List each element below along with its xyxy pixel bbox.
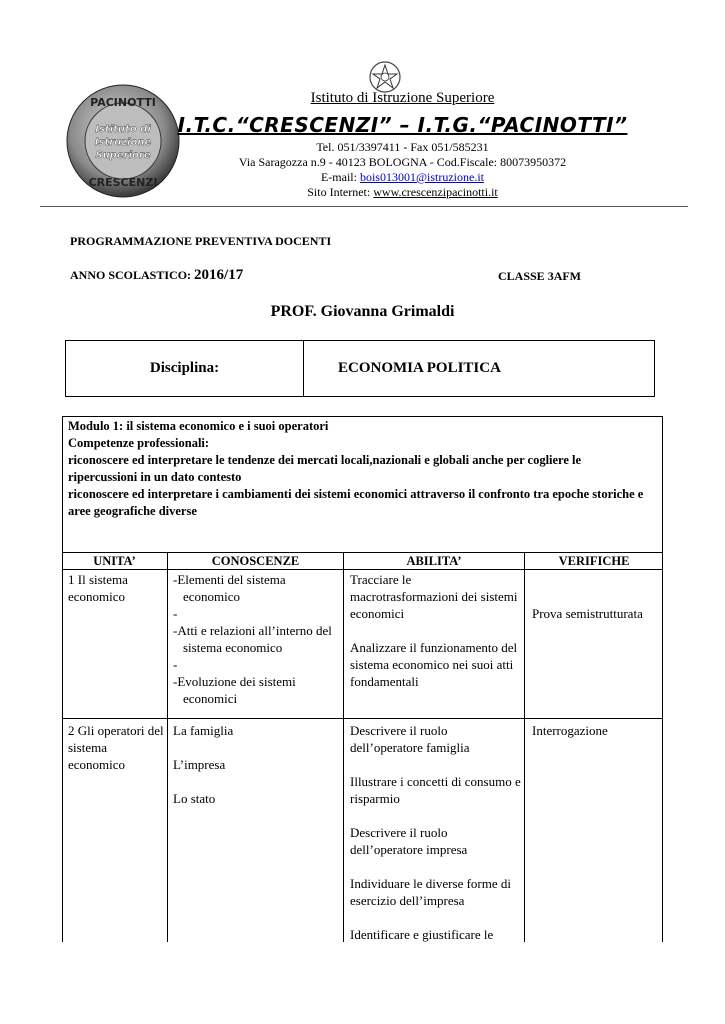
site-label: Sito Internet:	[307, 185, 374, 199]
class-label: CLASSE 3AFM	[498, 269, 582, 283]
row1-verifiche: Prova semistrutturata	[532, 606, 643, 621]
list-item: Lo stato	[173, 791, 216, 806]
header-abilita: ABILITA’	[406, 554, 462, 568]
school-year-label: ANNO SCOLASTICO:	[70, 268, 195, 282]
list-item: -	[173, 657, 178, 672]
module-title: Modulo 1: il sistema economico e i suoi operatori	[68, 419, 329, 433]
competence-1: riconoscere ed interpretare le tendenze dei mercati locali,nazionali e globali anche per cogliere le ripercussioni in un dato contesto	[68, 453, 582, 484]
row2-verifiche: Interrogazione	[532, 723, 608, 738]
column-divider	[343, 552, 344, 942]
institute-address: Via Saragozza n.9 - 40123 BOLOGNA - Cod.Fiscale: 80073950372	[238, 155, 567, 169]
competences-label: Competenze professionali:	[68, 436, 210, 450]
institute-email-line	[0, 170, 725, 185]
row2-unita: 2 Gli operatori del sistema economico	[68, 723, 164, 772]
teacher-name: PROF. Giovanna Grimaldi	[270, 303, 455, 320]
school-year	[70, 267, 243, 284]
row-divider	[62, 718, 663, 719]
institute-name: I.T.C.“CRESCENZI” – I.T.G.“PACINOTTI”	[177, 113, 628, 137]
row2-abilita	[350, 722, 522, 943]
list-item: -Evoluzione dei sistemi economici	[173, 674, 296, 706]
school-year-value: 2016/17	[194, 267, 244, 283]
list-item: -	[173, 606, 178, 621]
subject-box	[65, 340, 655, 397]
column-divider	[524, 552, 525, 942]
list-item: Individuare le diverse forme di esercizio dell’impresa	[350, 876, 511, 908]
svg-text:PACINOTTI: PACINOTTI	[90, 96, 156, 109]
institute-site-line	[0, 185, 725, 200]
competence-2: riconoscere ed interpretare i cambiamenti dei sistemi economici attraverso il confronto tra epoche storiche e aree geografiche diverse	[68, 487, 644, 518]
institute-subtitle: Istituto di Istruzione Superiore	[310, 90, 495, 106]
list-item: Illustrare i concetti di consumo e risparmio	[350, 774, 521, 806]
list-item: -Elementi del sistema economico	[173, 572, 286, 604]
row1-conoscenze	[173, 571, 337, 707]
svg-text:CRESCENZI: CRESCENZI	[88, 176, 158, 189]
row1-unita: 1 Il sistema economico	[68, 572, 128, 604]
svg-text:Istruzione: Istruzione	[94, 137, 152, 148]
column-divider	[167, 552, 168, 942]
svg-text:Istituto di: Istituto di	[95, 124, 151, 135]
republic-emblem-icon	[368, 60, 402, 94]
subject-value: ECONOMIA POLITICA	[338, 360, 501, 376]
email-label: E-mail:	[320, 170, 360, 184]
list-item: Analizzare il funzionamento del sistema economico nei suoi atti fondamentali	[350, 640, 518, 689]
list-item: Identificare e giustificare le	[350, 927, 494, 942]
header-verifiche: VERIFICHE	[558, 554, 630, 568]
institute-phone: Tel. 051/3397411 - Fax 051/585231	[316, 140, 489, 154]
list-item: Descrivere il ruolo dell’operatore impresa	[350, 825, 468, 857]
subject-label: Disciplina:	[66, 341, 304, 396]
list-item: Descrivere il ruolo dell’operatore famiglia	[350, 723, 470, 755]
site-link[interactable]: www.crescenzipacinotti.it	[373, 185, 498, 199]
list-item: L’impresa	[173, 757, 226, 772]
module-description	[68, 418, 653, 520]
svg-text:Superiore: Superiore	[95, 150, 151, 161]
row1-abilita	[350, 571, 520, 690]
header-divider	[40, 206, 688, 207]
list-item: -Atti e relazioni all’interno del sistema economico	[173, 623, 332, 655]
document-type: PROGRAMMAZIONE PREVENTIVA DOCENTI	[70, 234, 332, 248]
header-conoscenze: CONOSCENZE	[211, 554, 300, 568]
list-item: La famiglia	[173, 723, 234, 738]
email-link[interactable]: bois013001@istruzione.it	[359, 170, 485, 184]
row2-conoscenze	[173, 722, 337, 807]
header-unita: UNITA’	[93, 554, 136, 568]
list-item: Tracciare le macrotrasformazioni dei sistemi economici	[350, 572, 518, 621]
